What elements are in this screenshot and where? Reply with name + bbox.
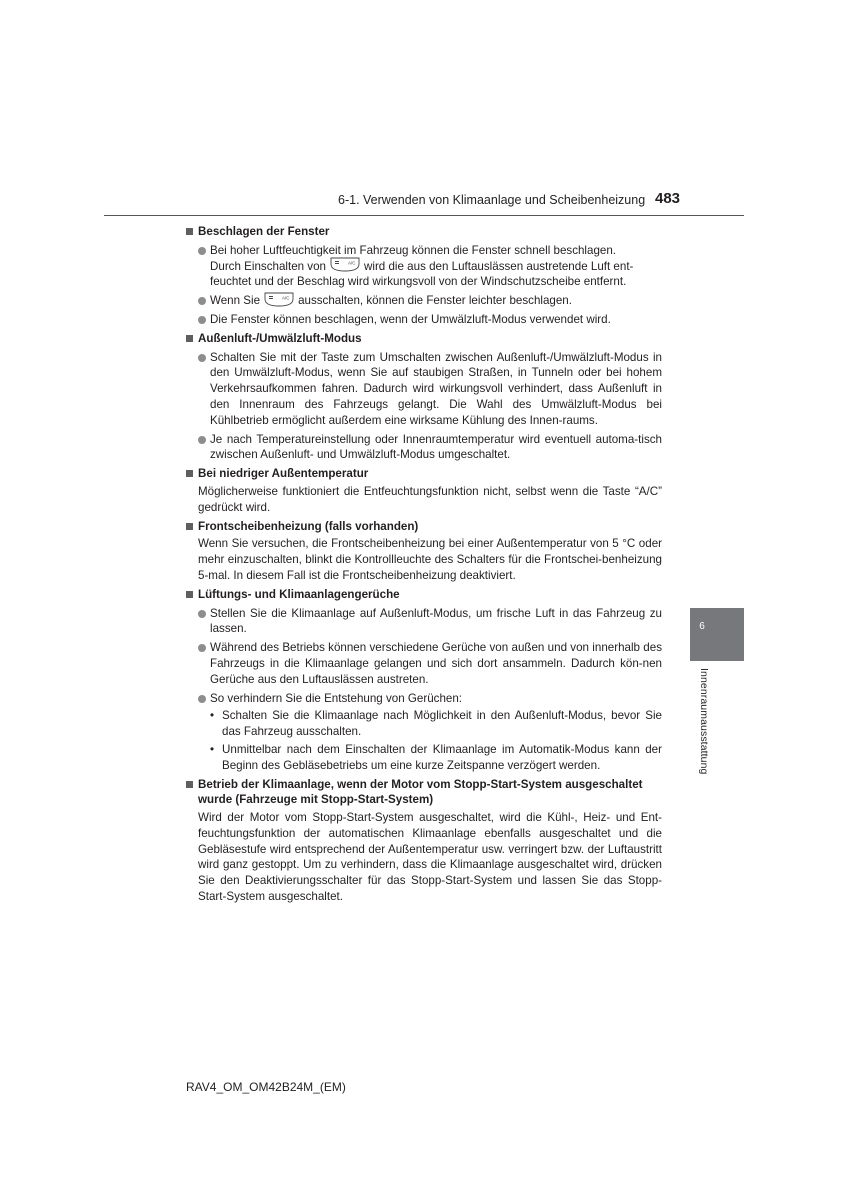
section-heading: Beschlagen der Fenster xyxy=(186,224,662,240)
ac-label: A/C xyxy=(282,295,290,301)
section-air-mode xyxy=(186,331,662,463)
section-text: Möglicherweise funktioniert die Entfeuchtungsfunktion nicht, selbst wenn die Taste “A/C” gedrückt wird. xyxy=(198,484,662,514)
ac-button-icon xyxy=(330,257,360,272)
document-code: RAV4_OM_OM42B24M_(EM) xyxy=(186,1080,346,1094)
sub-list-item: • Unmittelbar nach dem Einschalten der Klimaanlage im Automatik-Modus kann der Beginn des Gebläsebetriebs um eine kurze Zeitspanne verzögert werden. xyxy=(186,742,662,774)
section-windshield-heater xyxy=(186,519,662,584)
list-item: Je nach Temperatureinstellung oder Innenraumtemperatur wird eventuell automa-tisch zwischen Außenluft- und Umwälzluft-Modus umgeschaltet. xyxy=(186,432,662,464)
list-item: So verhindern Sie die Entstehung von Gerüchen: xyxy=(186,691,662,707)
text-line: feuchtet und der Beschlag wird wirkungsvoll von der Windschutzscheibe entfernt. xyxy=(210,275,627,289)
section-heading: Bei niedriger Außentemperatur xyxy=(186,466,662,482)
ac-button-icon xyxy=(264,292,294,307)
header-divider xyxy=(104,215,744,216)
list-item: Während des Betriebs können verschiedene Gerüche von außen und von innerhalb des Fahrzeugs in die Klimaanlage gelangen und sich dort ansammeln. Dadurch kön-nen Gerüche aus den Luftauslässen austreten. xyxy=(186,640,662,687)
chapter-label: Innenraumausstattung xyxy=(698,668,710,775)
section-heading: Lüftungs- und Klimaanlagengerüche xyxy=(186,587,662,603)
list-item xyxy=(186,243,662,290)
section-heading: Außenluft-/Umwälzluft-Modus xyxy=(186,331,662,347)
list-item: Schalten Sie mit der Taste zum Umschalten zwischen Außenluft-/Umwälzluft-Modus in den Umwälzluft-Modus, wenn Sie auf staubigen Straßen, in Tunneln oder bei hohem Verkehrsaufkommen fahren. Dadurch wird wirkungsvoll verhindert, dass Außenluft in den Innenraum des Fahrzeugs gelangt. Die Wahl des Umwälzluft-Modus bei Kühlbetrieb ermöglicht außerdem eine wirksame Kühlung des Innen-raums. xyxy=(186,350,662,429)
header-section-title: 6-1. Verwenden von Klimaanlage und Scheibenheizung xyxy=(338,193,646,207)
text-line: wird die aus den Luftauslässen austretende Luft ent- xyxy=(364,259,634,273)
text-line: Wenn Sie xyxy=(210,294,261,308)
section-text: Wird der Motor vom Stopp-Start-System ausgeschaltet, wird die Kühl-, Heiz- und Ent-feuchtungsfunktion der automatischen Klimaanlage ebenfalls ausgeschaltet und die Gebläsestufe wird entsprechend der Außentemperatur usw. verringert bzw. der Luftaustritt wird ganz gestoppt. Um zu verhindern, dass die Klimaanlage ausgeschaltet wird, drücken Sie den Deaktivierungsschalter für das Stopp-Start-System und lassen Sie das Stopp-Start-System ausgeschaltet. xyxy=(198,811,662,904)
list-item xyxy=(186,293,662,309)
text-line: ausschalten, können die Fenster leichter beschlagen. xyxy=(298,294,572,308)
section-odors xyxy=(186,587,662,774)
section-heading: Frontscheibenheizung (falls vorhanden) xyxy=(186,519,662,535)
page-content xyxy=(186,224,662,908)
section-low-temperature xyxy=(186,466,662,515)
ac-label: A/C xyxy=(348,260,356,266)
text-line: Durch Einschalten von xyxy=(210,259,326,273)
chapter-number: 6 xyxy=(699,621,705,632)
text-line: Bei hoher Luftfeuchtigkeit im Fahrzeug können die Fenster schnell beschlagen. xyxy=(210,243,617,257)
section-heading: Betrieb der Klimaanlage, wenn der Motor vom Stopp-Start-System ausgeschaltet wurde (Fahrzeuge mit Stopp-Start-System) xyxy=(186,777,662,809)
sub-list-item: • Schalten Sie die Klimaanlage nach Möglichkeit in den Außenluft-Modus, bevor Sie das Fahrzeug ausschalten. xyxy=(186,708,662,740)
list-item: Die Fenster können beschlagen, wenn der Umwälzluft-Modus verwendet wird. xyxy=(186,312,662,328)
list-item: Stellen Sie die Klimaanlage auf Außenluft-Modus, um frische Luft in das Fahrzeug zu lassen. xyxy=(186,606,662,638)
page-number: 483 xyxy=(655,190,681,207)
section-text: Wenn Sie versuchen, die Frontscheibenheizung bei einer Außentemperatur von 5 °C oder mehr einzuschalten, blinkt die Kontrollleuchte des Schalters für die Frontschei-benheizung 5-mal. In diesem Fall ist die Frontscheibenheizung deaktiviert. xyxy=(198,537,662,582)
section-fogging xyxy=(186,224,662,328)
chapter-tab xyxy=(690,608,744,661)
section-stop-start xyxy=(186,777,662,905)
